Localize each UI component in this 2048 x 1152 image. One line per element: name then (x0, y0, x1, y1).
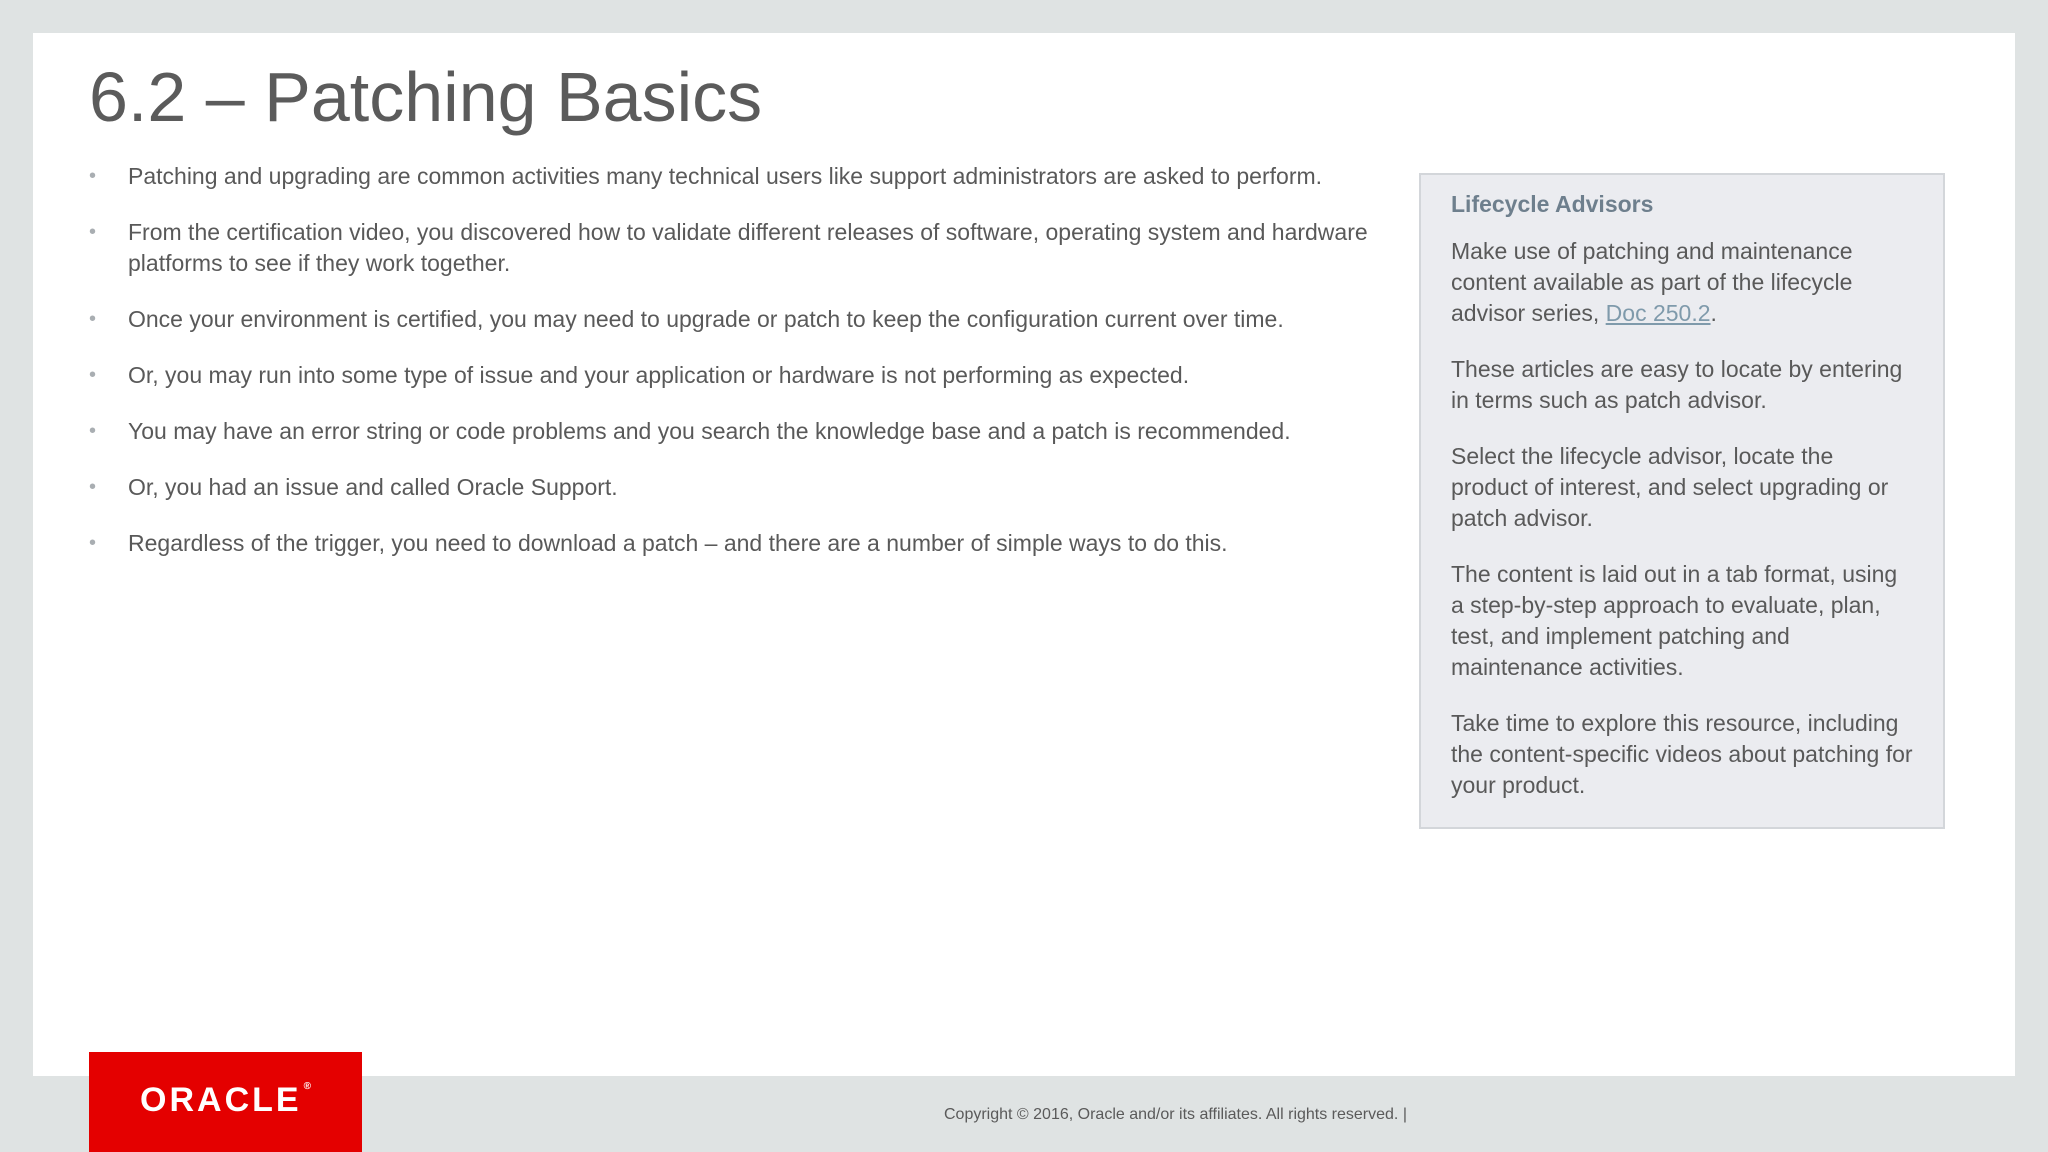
list-item (89, 360, 1379, 391)
slide (33, 33, 2015, 1076)
bullet-icon: • (89, 221, 97, 243)
bullet-text: Regardless of the trigger, you need to download a patch – and there are a number of simple ways to do this. (128, 530, 1228, 556)
copyright-footer: Copyright © 2016, Oracle and/or its affiliates. All rights reserved. | (944, 1106, 1407, 1123)
sidebar-text: . (1710, 300, 1717, 326)
page-title: 6.2 – Patching Basics (89, 58, 763, 136)
bullet-text: Or, you may run into some type of issue and your application or hardware is not performing as expected. (128, 362, 1190, 388)
logo-text: ORACLE (140, 1080, 302, 1119)
bullet-icon: • (89, 420, 97, 442)
sidebar-paragraph: The content is laid out in a tab format, using a step-by-step approach to evaluate, plan, test, and implement patching and maintenance activities. (1451, 561, 1898, 680)
lifecycle-advisors-panel (1419, 173, 1945, 829)
list-item (89, 416, 1379, 447)
list-item (89, 528, 1379, 559)
bullet-icon: • (89, 308, 97, 330)
bullet-text: Patching and upgrading are common activities many technical users like support administrators are asked to perform. (128, 163, 1323, 189)
oracle-logo (89, 1052, 362, 1152)
sidebar-text: Make use of patching and maintenance content available as part of the lifecycle advisor series, (1451, 238, 1853, 326)
doc-link[interactable]: Doc 250.2 (1605, 300, 1711, 326)
sidebar-paragraph: Select the lifecycle advisor, locate the product of interest, and select upgrading or patch advisor. (1451, 443, 1889, 531)
bullet-text: You may have an error string or code problems and you search the knowledge base and a patch is recommended. (128, 418, 1291, 444)
sidebar-title: Lifecycle Advisors (1451, 191, 1654, 217)
list-item (89, 472, 1379, 503)
list-item (89, 304, 1379, 335)
bullet-icon: • (89, 364, 97, 386)
sidebar-paragraph (1451, 236, 1915, 329)
list-item (89, 217, 1379, 279)
bullet-text: Or, you had an issue and called Oracle Support. (128, 474, 618, 500)
bullet-icon: • (89, 165, 97, 187)
logo-wordmark (140, 1081, 311, 1120)
bullet-icon: • (89, 532, 97, 554)
bullet-text: From the certification video, you discovered how to validate different releases of software, operating system and hardware platforms to see if they work together. (128, 219, 1368, 276)
sidebar-paragraph: These articles are easy to locate by entering in terms such as patch advisor. (1451, 356, 1903, 413)
list-item (89, 161, 1379, 192)
bullet-icon: • (89, 476, 97, 498)
registered-mark: ® (303, 1080, 311, 1092)
sidebar-paragraph: Take time to explore this resource, including the content-specific videos about patching for your product. (1451, 710, 1913, 798)
bullet-text: Once your environment is certified, you may need to upgrade or patch to keep the configuration current over time. (128, 306, 1284, 332)
bullet-list (89, 161, 1379, 584)
